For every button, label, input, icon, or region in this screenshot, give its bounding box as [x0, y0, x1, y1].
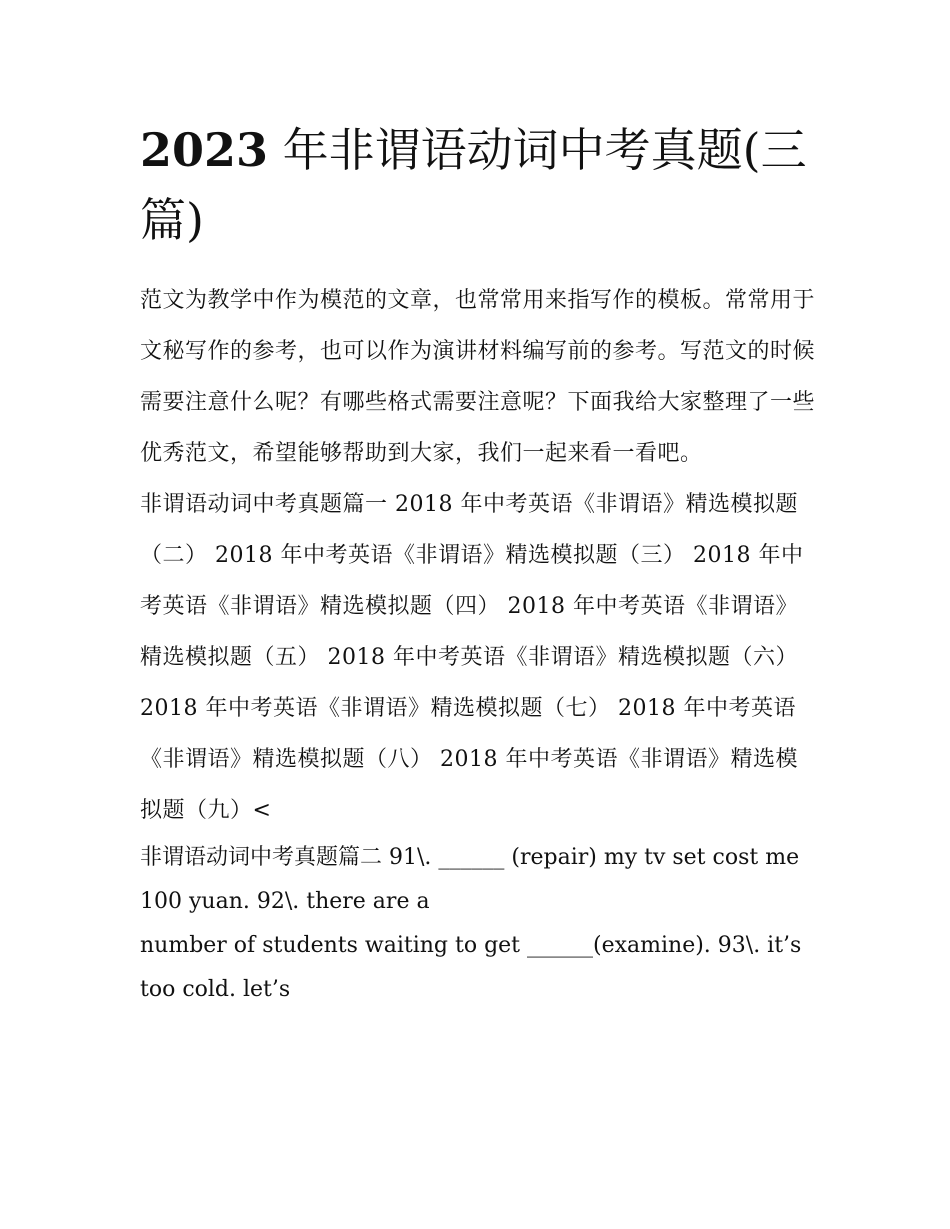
section-two-line-1: 非谓语动词中考真题篇二 91\. ______ (repair) my tv set cost me 100 yuan. 92\. there are a: [140, 845, 800, 914]
document-page: [140, 115, 820, 1012]
document-title: [140, 115, 820, 255]
section-one-continued-paragraph: 2018 年中考英语《非谓语》精选模拟题（七） 2018 年中考英语《非谓语》精选模拟题（八） 2018 年中考英语《非谓语》精选模拟题（九）<: [140, 696, 798, 823]
title-text: 年非谓语动词中考真题(三篇): [140, 123, 807, 247]
title-year: 2023: [140, 123, 269, 177]
section-one-paragraph: 非谓语动词中考真题篇一 2018 年中考英语《非谓语》精选模拟题（二） 2018 年中考英语《非谓语》精选模拟题（三） 2018 年中考英语《非谓语》精选模拟题（四） 2018 年中考英语《非谓语》精选模拟题（五） 2018 年中考英语《非谓语》精选模拟题（六）: [140, 492, 804, 670]
section-two-line-2: number of students waiting to get ______(examine). 93\. it’s too cold. let’s: [140, 933, 802, 1002]
intro-paragraph: 范文为教学中作为模范的文章，也常常用来指写作的模板。常常用于文秘写作的参考，也可以作为演讲材料编写前的参考。写范文的时候需要注意什么呢？有哪些格式需要注意呢？下面我给大家整理了一些优秀范文，希望能够帮助到大家，我们一起来看一看吧。: [140, 288, 816, 466]
